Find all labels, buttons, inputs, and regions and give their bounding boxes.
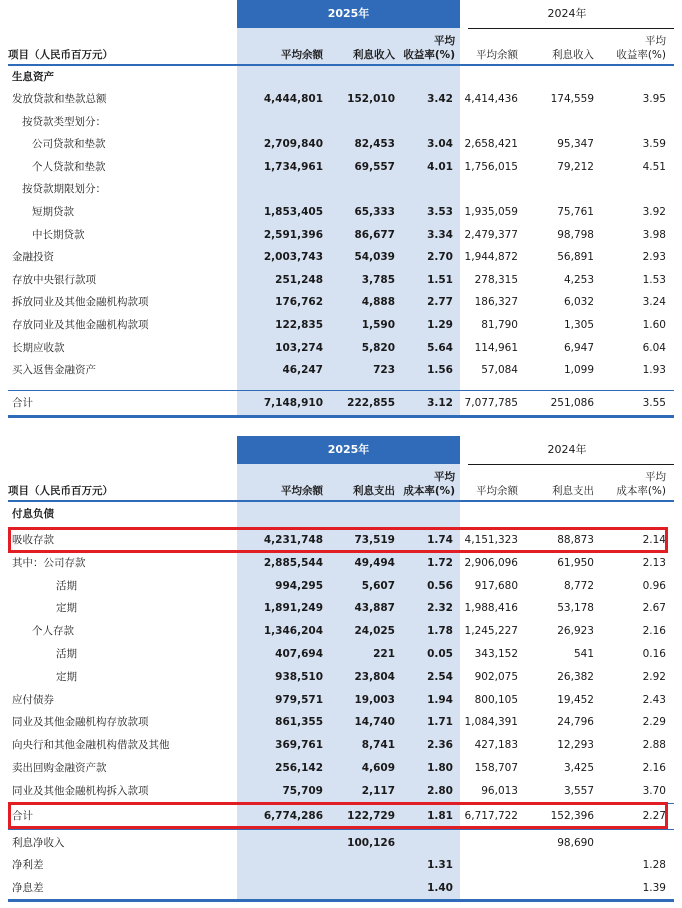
cell-prior-rate: 4.51: [642, 160, 666, 173]
row-label: 卖出回购金融资产款: [12, 762, 107, 774]
total-avg-balance: 7,148,910: [263, 397, 323, 409]
row-label: 利息净收入: [12, 837, 65, 849]
cell-prior-rate: 0.96: [642, 579, 666, 592]
cell-prior-interest: 79,212: [557, 160, 594, 173]
total-interest: 122,729: [347, 810, 395, 822]
cell-prior-avg-balance: 917,680: [474, 579, 518, 592]
cell-interest: 86,677: [354, 228, 395, 241]
row-label: 同业及其他金融机构拆入款项: [12, 784, 149, 797]
cell-prior-rate: 1.28: [642, 859, 666, 872]
cell-avg-balance: 256,142: [275, 762, 323, 774]
cell-prior-interest: 1,305: [563, 319, 594, 331]
cell-rate: 2.54: [427, 670, 453, 683]
current-year-label: 2025年: [327, 443, 370, 456]
prior-year-underline: [468, 28, 674, 29]
cell-avg-balance: 1,891,249: [263, 602, 323, 615]
cell-prior-avg-balance: 2,658,421: [464, 138, 518, 151]
cell-prior-avg-balance: 427,183: [474, 739, 518, 752]
cell-rate: 1.72: [427, 556, 453, 569]
table-row: [8, 201, 674, 223]
cell-prior-interest: 12,293: [557, 739, 594, 752]
total-interest: 222,855: [347, 397, 395, 409]
cell-prior-avg-balance: 57,084: [481, 364, 518, 377]
cell-rate: 1.31: [427, 859, 453, 872]
cell-interest: 3,785: [361, 273, 395, 286]
cell-prior-interest: 6,947: [563, 341, 594, 354]
cell-rate: 4.01: [427, 160, 453, 173]
row-label: 净息差: [12, 881, 44, 894]
table-row: [8, 757, 674, 779]
row-label: 其中：公司存款: [12, 556, 86, 569]
cell-prior-interest: 24,796: [557, 716, 594, 729]
row-label: 同业及其他金融机构存放款项: [12, 716, 149, 729]
row-label: 活期: [56, 579, 77, 592]
cell-prior-avg-balance: 2,906,096: [464, 556, 518, 569]
item-column-header: 项目（人民币百万元）: [8, 49, 113, 61]
table-row: [8, 178, 674, 200]
cell-avg-balance: 2,003,743: [263, 251, 323, 264]
cell-interest: 69,557: [354, 160, 395, 173]
prior-year-underline: [468, 464, 674, 465]
row-label: 拆放同业及其他金融机构款项: [12, 296, 149, 309]
cell-prior-interest: 98,690: [557, 837, 594, 849]
table-row: [8, 552, 674, 574]
cell-prior-interest: 3,557: [563, 784, 594, 797]
cell-prior-interest: 8,772: [563, 579, 594, 592]
header-rule: [8, 500, 674, 502]
cell-prior-avg-balance: 114,961: [474, 341, 518, 354]
cell-rate: 1.56: [427, 364, 453, 377]
table-row: [8, 269, 674, 291]
cell-prior-rate: 2.67: [642, 602, 666, 615]
cell-prior-rate: 1.60: [642, 319, 666, 331]
cell-interest: 8,741: [361, 739, 395, 752]
cell-prior-avg-balance: 4,151,323: [464, 534, 518, 546]
cell-prior-rate: 2.93: [642, 251, 666, 264]
cell-prior-rate: 2.88: [642, 739, 666, 752]
cell-avg-balance: 861,355: [275, 716, 323, 729]
cell-rate: 3.04: [427, 138, 453, 151]
cell-avg-balance: 2,709,840: [263, 138, 323, 151]
table-row: [8, 224, 674, 246]
cell-prior-avg-balance: 343,152: [474, 648, 518, 660]
cell-prior-avg-balance: 186,327: [474, 296, 518, 309]
table-row: [8, 734, 674, 756]
cell-prior-avg-balance: 4,414,436: [464, 93, 518, 105]
cell-prior-interest: 53,178: [557, 602, 594, 615]
row-label: 吸收存款: [12, 534, 54, 546]
cell-prior-rate: 2.13: [642, 556, 666, 569]
row-label: 净利差: [12, 859, 44, 872]
cell-avg-balance: 2,885,544: [263, 556, 323, 569]
cell-avg-balance: 1,346,204: [263, 625, 323, 638]
cell-avg-balance: 994,295: [275, 579, 323, 592]
total-prior-rate: 3.55: [642, 397, 666, 409]
row-label: 发放贷款和垫款总额: [12, 93, 107, 105]
cell-avg-balance: 1,853,405: [263, 206, 323, 218]
row-label: 买入返售金融资产: [12, 364, 96, 377]
table-row: [8, 597, 674, 619]
table-row: [8, 156, 674, 178]
cell-rate: 1.78: [427, 625, 453, 638]
cell-interest: 54,039: [354, 251, 395, 264]
prior-rate-header-line1: 平均: [645, 35, 666, 47]
cell-interest: 43,887: [354, 602, 395, 615]
cell-prior-rate: 3.95: [642, 93, 666, 105]
cell-prior-interest: 26,923: [557, 625, 594, 638]
row-label: 定期: [56, 602, 77, 615]
cell-rate: 1.29: [427, 319, 453, 331]
table-row: [8, 88, 674, 110]
cell-prior-rate: 3.70: [642, 784, 666, 797]
cell-interest: 82,453: [354, 138, 395, 151]
row-label: 个人存款: [32, 625, 74, 638]
prior-interest-header: 利息支出: [552, 485, 594, 497]
section-row: [8, 503, 674, 525]
cell-rate: 1.94: [427, 693, 453, 706]
row-label: 按贷款类型划分：: [22, 115, 106, 128]
cell-prior-interest: 75,761: [557, 206, 594, 218]
avg-balance-header: 平均余额: [281, 49, 323, 61]
total-rate: 3.12: [427, 397, 453, 409]
cell-prior-interest: 4,253: [563, 273, 594, 286]
cell-prior-interest: 3,425: [563, 762, 594, 774]
cell-rate: 1.74: [427, 534, 453, 546]
row-label: 向央行和其他金融机构借款及其他: [12, 739, 170, 752]
total-row-highlight: [8, 802, 668, 829]
cell-prior-rate: 3.92: [642, 206, 666, 218]
table-row: [8, 246, 674, 268]
total-rate: 1.81: [427, 810, 453, 822]
interest-header: 利息收入: [353, 49, 395, 61]
table-row: [8, 689, 674, 711]
row-label: 短期贷款: [32, 206, 74, 218]
cell-prior-rate: 2.92: [642, 670, 666, 683]
cell-avg-balance: 4,231,748: [263, 534, 323, 546]
cell-avg-balance: 369,761: [275, 739, 323, 752]
interest-bearing-liabilities-table: [8, 436, 674, 902]
cell-prior-avg-balance: 1,084,391: [464, 716, 518, 729]
cell-avg-balance: 176,762: [275, 296, 323, 309]
cell-prior-interest: 61,950: [557, 556, 594, 569]
rate-header-line2: 收益率(%): [403, 49, 455, 61]
rate-header-line1: 平均: [434, 471, 455, 483]
summary-row: [8, 877, 674, 899]
row-label: 活期: [56, 648, 77, 660]
avg-balance-header: 平均余额: [281, 485, 323, 497]
cell-prior-interest: 6,032: [563, 296, 594, 309]
total-prior-avg-balance: 7,077,785: [464, 397, 518, 409]
cell-prior-interest: 26,382: [557, 670, 594, 683]
cell-interest: 73,519: [354, 534, 395, 546]
table-row: [8, 337, 674, 359]
cell-avg-balance: 46,247: [282, 364, 323, 377]
total-row: [8, 392, 674, 414]
cell-rate: 3.34: [427, 228, 453, 241]
cell-prior-avg-balance: 278,315: [474, 273, 518, 286]
cell-prior-rate: 0.16: [642, 648, 666, 660]
row-label: 长期应收款: [12, 341, 65, 354]
cell-prior-avg-balance: 1,756,015: [464, 160, 518, 173]
cell-prior-interest: 88,873: [557, 534, 594, 546]
cell-prior-interest: 541: [573, 648, 594, 660]
cell-interest: 19,003: [354, 693, 395, 706]
section-label: 生息资产: [12, 71, 54, 83]
cell-interest: 5,820: [361, 341, 395, 354]
table-row: [8, 643, 674, 665]
cell-interest: 152,010: [347, 93, 395, 105]
cell-prior-interest: 1,099: [563, 364, 594, 377]
table-row: [8, 359, 674, 381]
cell-avg-balance: 4,444,801: [263, 93, 323, 105]
cell-prior-avg-balance: 902,075: [474, 670, 518, 683]
cell-rate: 0.56: [427, 579, 453, 592]
cell-avg-balance: 407,694: [275, 648, 323, 660]
cell-prior-avg-balance: 96,013: [481, 784, 518, 797]
prior-year-label: 2024年: [547, 443, 587, 456]
row-label: 定期: [56, 670, 77, 683]
row-label: 存放同业及其他金融机构款项: [12, 319, 149, 331]
table-row: [8, 314, 674, 336]
cell-prior-interest: 56,891: [557, 251, 594, 264]
table-row: [8, 111, 674, 133]
interest-header: 利息支出: [353, 485, 395, 497]
prior-avg-balance-header: 平均余额: [476, 485, 518, 497]
cell-prior-rate: 2.43: [642, 693, 666, 706]
cell-prior-avg-balance: 81,790: [481, 319, 518, 331]
cell-prior-rate: 2.16: [642, 625, 666, 638]
table-row: [8, 780, 674, 802]
cell-avg-balance: 1,734,961: [263, 160, 323, 173]
rate-header-line1: 平均: [434, 35, 455, 47]
cell-prior-rate: 3.24: [642, 296, 666, 309]
cell-interest: 24,025: [354, 625, 395, 638]
cell-avg-balance: 938,510: [275, 670, 323, 683]
cell-avg-balance: 2,591,396: [263, 228, 323, 241]
cell-prior-interest: 174,559: [550, 93, 594, 105]
cell-prior-interest: 19,452: [557, 693, 594, 706]
cell-rate: 2.70: [427, 251, 453, 264]
deposits-row-highlight: [8, 527, 668, 553]
cell-rate: 2.32: [427, 602, 453, 615]
cell-interest: 23,804: [354, 670, 395, 683]
section-label: 付息负债: [12, 508, 54, 520]
cell-avg-balance: 979,571: [275, 693, 323, 706]
table-row: [8, 291, 674, 313]
row-label: 按贷款期限划分：: [22, 183, 106, 196]
interest-earning-assets-table: [8, 0, 674, 418]
cell-avg-balance: 122,835: [275, 319, 323, 331]
cell-prior-avg-balance: 158,707: [474, 762, 518, 774]
item-column-header: 项目（人民币百万元）: [8, 485, 113, 497]
cell-prior-interest: 98,798: [557, 228, 594, 241]
table-bottom-rule: [8, 415, 674, 418]
row-label: 金融投资: [12, 251, 54, 264]
table-bottom-rule: [8, 899, 674, 902]
prior-year-label: 2024年: [547, 7, 587, 20]
cell-prior-avg-balance: 1,245,227: [464, 625, 518, 638]
cell-avg-balance: 103,274: [275, 341, 323, 354]
prior-rate-header-line2: 成本率(%): [616, 485, 666, 497]
row-label: 公司贷款和垫款: [32, 138, 106, 151]
cell-interest: 49,494: [354, 556, 395, 569]
total-prior-avg-balance: 6,717,722: [464, 810, 518, 822]
cell-prior-avg-balance: 2,479,377: [464, 228, 518, 241]
table-row: [8, 575, 674, 597]
row-label: 应付债券: [12, 693, 54, 706]
row-label: 个人贷款和垫款: [32, 160, 106, 173]
total-prior-rate: 2.27: [642, 810, 666, 822]
cell-rate: 3.53: [427, 206, 453, 218]
rate-header-line2: 成本率(%): [403, 485, 455, 497]
cell-rate: 1.51: [427, 273, 453, 286]
summary-row: [8, 854, 674, 876]
total-label: 合计: [12, 397, 33, 409]
cell-prior-interest: 95,347: [557, 138, 594, 151]
section-row: [8, 66, 674, 88]
cell-interest: 65,333: [354, 206, 395, 218]
cell-interest: 4,888: [361, 296, 395, 309]
cell-prior-rate: 1.93: [642, 364, 666, 377]
total-prior-interest: 152,396: [550, 810, 594, 822]
cell-rate: 0.05: [427, 648, 453, 660]
cell-rate: 5.64: [427, 341, 453, 354]
cell-prior-rate: 3.98: [642, 228, 666, 241]
prior-rate-header-line2: 收益率(%): [616, 49, 666, 61]
table-row: [8, 133, 674, 155]
total-prior-interest: 251,086: [550, 397, 594, 409]
table-row: [8, 666, 674, 688]
cell-prior-rate: 2.29: [642, 716, 666, 729]
cell-prior-rate: 2.14: [642, 534, 666, 546]
cell-prior-rate: 1.39: [642, 881, 666, 894]
cell-interest: 14,740: [354, 716, 395, 729]
total-rule: [8, 390, 674, 391]
cell-prior-avg-balance: 1,944,872: [464, 251, 518, 264]
cell-interest: 1,590: [361, 319, 395, 331]
cell-prior-rate: 3.59: [642, 138, 666, 151]
table-row: [8, 711, 674, 733]
cell-rate: 2.36: [427, 739, 453, 752]
cell-rate: 3.42: [427, 93, 453, 105]
row-label: 存放中央银行款项: [12, 273, 96, 286]
summary-row: [8, 832, 674, 854]
cell-interest: 5,607: [361, 579, 395, 592]
cell-prior-rate: 1.53: [642, 273, 666, 286]
cell-rate: 2.80: [427, 784, 453, 797]
cell-prior-avg-balance: 800,105: [474, 693, 518, 706]
cell-prior-rate: 6.04: [642, 341, 666, 354]
total-label: 合计: [12, 810, 33, 822]
cell-interest: 723: [373, 364, 395, 377]
cell-interest: 100,126: [347, 837, 395, 849]
current-year-label: 2025年: [327, 7, 370, 20]
prior-rate-header-line1: 平均: [645, 471, 666, 483]
cell-interest: 2,117: [361, 784, 395, 797]
cell-rate: 2.77: [427, 296, 453, 309]
cell-rate: 1.80: [427, 762, 453, 774]
cell-avg-balance: 251,248: [275, 273, 323, 286]
row-label: 中长期贷款: [32, 228, 85, 241]
cell-prior-rate: 2.16: [642, 762, 666, 774]
summary-rule: [8, 829, 674, 830]
cell-interest: 4,609: [361, 762, 395, 774]
prior-avg-balance-header: 平均余额: [476, 49, 518, 61]
cell-prior-avg-balance: 1,988,416: [464, 602, 518, 615]
cell-prior-avg-balance: 1,935,059: [464, 206, 518, 218]
cell-avg-balance: 75,709: [282, 784, 323, 797]
prior-interest-header: 利息收入: [552, 49, 594, 61]
cell-interest: 221: [373, 648, 395, 660]
total-avg-balance: 6,774,286: [263, 810, 323, 822]
table-row: [8, 620, 674, 642]
cell-rate: 1.71: [427, 716, 453, 729]
cell-rate: 1.40: [427, 881, 453, 894]
